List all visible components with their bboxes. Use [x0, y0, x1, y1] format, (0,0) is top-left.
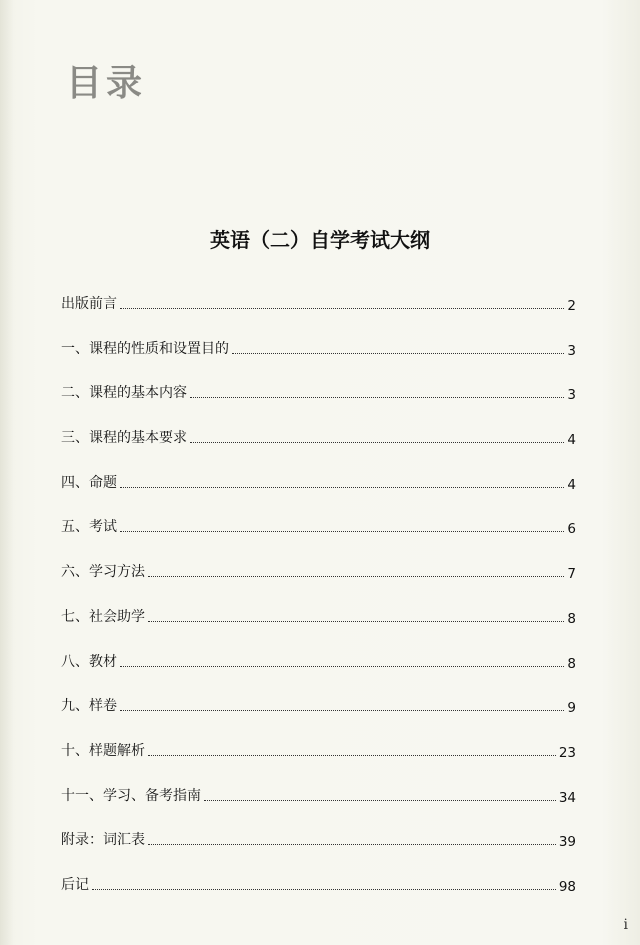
dot-leader	[148, 741, 556, 756]
toc-entry-label: 六、学习方法	[61, 564, 145, 581]
toc-entry[interactable]	[61, 741, 576, 786]
toc-entry-page: 9	[567, 700, 576, 717]
toc-entry[interactable]	[61, 875, 576, 920]
binding-shadow	[0, 0, 14, 945]
toc-entry[interactable]	[61, 830, 576, 875]
toc-entry[interactable]	[61, 339, 576, 384]
toc-entry-page: 34	[558, 789, 576, 806]
toc-entry-label: 后记	[61, 876, 89, 893]
toc-entry[interactable]	[61, 562, 576, 607]
toc-entry-page: 98	[558, 878, 576, 895]
toc-entry-label: 一、课程的性质和设置目的	[61, 340, 229, 357]
toc-entry-label: 九、样卷	[61, 698, 117, 715]
toc-entry-page: 3	[567, 342, 576, 359]
dot-leader	[148, 830, 556, 845]
toc-entry-page: 39	[558, 834, 576, 851]
toc-entry-label: 十、样题解析	[61, 742, 145, 759]
toc-entry-page: 4	[567, 432, 576, 449]
dot-leader	[120, 652, 564, 667]
toc-entry-page: 4	[567, 476, 576, 493]
dot-leader	[120, 473, 564, 488]
toc-entry[interactable]	[61, 428, 576, 473]
page-folio: i	[623, 917, 628, 933]
dot-leader	[148, 562, 564, 577]
table-of-contents	[61, 294, 576, 920]
page-title: 目录	[66, 63, 147, 104]
dot-leader	[148, 607, 564, 622]
dot-leader	[190, 428, 564, 443]
toc-entry-page: 8	[567, 655, 576, 672]
toc-entry-page: 7	[567, 566, 576, 583]
dot-leader	[232, 339, 564, 354]
toc-entry-page: 23	[558, 744, 576, 761]
toc-entry[interactable]	[61, 652, 576, 697]
dot-leader	[190, 383, 564, 398]
toc-entry-page: 3	[567, 387, 576, 404]
section-heading: 英语（二）自学考试大纲	[210, 228, 430, 252]
toc-entry-page: 8	[567, 610, 576, 627]
toc-entry-label: 四、命题	[61, 474, 117, 491]
toc-entry-label: 出版前言	[61, 296, 117, 312]
toc-entry[interactable]	[61, 473, 576, 518]
toc-entry-label: 五、考试	[61, 519, 117, 536]
toc-entry[interactable]	[61, 517, 576, 562]
toc-entry-label: 附录：词汇表	[61, 832, 145, 849]
toc-entry-page: 6	[567, 521, 576, 538]
dot-leader	[120, 294, 564, 309]
toc-entry-label: 三、课程的基本要求	[61, 430, 187, 447]
toc-entry[interactable]	[61, 607, 576, 652]
toc-entry-page: 2	[567, 298, 576, 314]
toc-entry[interactable]	[61, 786, 576, 831]
toc-entry-label: 七、社会助学	[61, 608, 145, 625]
toc-entry[interactable]	[61, 383, 576, 428]
toc-entry-label: 八、教材	[61, 653, 117, 670]
toc-entry[interactable]	[61, 294, 576, 339]
toc-entry-label: 二、课程的基本内容	[61, 385, 187, 402]
dot-leader	[120, 517, 564, 532]
dot-leader	[92, 875, 556, 890]
dot-leader	[120, 696, 564, 711]
toc-entry[interactable]	[61, 696, 576, 741]
dot-leader	[204, 786, 556, 801]
toc-entry-label: 十一、学习、备考指南	[61, 787, 201, 804]
